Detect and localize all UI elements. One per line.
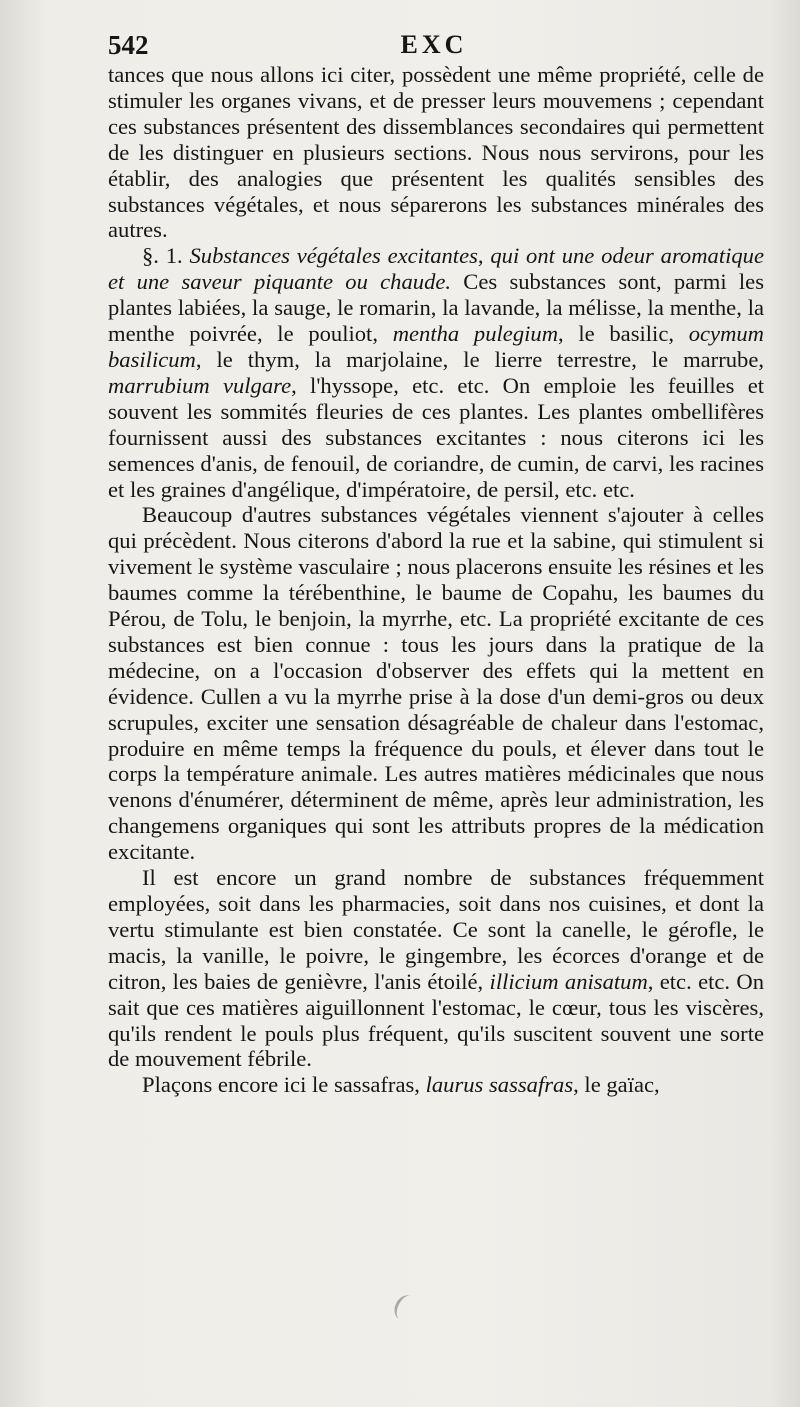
latin-name: marrubium vulgare	[108, 372, 292, 398]
latin-name: ocymum basilicum	[108, 321, 765, 372]
page-number: 542	[108, 30, 149, 60]
text-span: Plaçons encore ici le sassafras,	[142, 1072, 426, 1098]
text-span: , l'hyssope, etc. etc. On emploie les feuilles et souvent les sommités fleuries de ces plantes. Les plantes ombellifères fournissent aussi des substances excitantes : nous citerons ici les semences d'anis, de fenouil, de coriandre, de cumin, de carvi, les racines et les graines d'angélique, d'impératoire, de persil, etc. etc.	[108, 372, 764, 502]
text-span: tances que nous allons ici citer, possèdent une même propriété, celle de stimuler les organes vivans, et de presser leurs mouvemens ; cependant ces substances présentent des dissemblances secondaires qui permettent de les distinguer en plusieurs sections. Nous nous servirons, pour les établir, des analogies que présentent les qualités sensibles des substances végétales, et nous séparerons les substances minérales des autres.	[108, 62, 764, 243]
text-span: , le basilic,	[558, 321, 689, 347]
text-span: , etc. etc. On sait que ces matières aiguillonnent l'estomac, le cœur, tous les viscères, qu'ils rendent le pouls plus fréquent, qu'ils suscitent souvent une sorte de mouvement fébrile.	[108, 968, 764, 1072]
latin-name: mentha pulegium	[392, 321, 559, 347]
text-span: Beaucoup d'autres substances végétales viennent s'ajouter à celles qui précèdent. Nous citerons d'abord la rue et la sabine, qui stimulent si vivement le système vasculaire ; nous placerons ensuite les résines et les baumes comme la térébenthine, le baume de Copahu, les baumes du Pérou, de Tolu, le benjoin, la myrrhe, etc. La propriété excitante de ces substances est bien connue : tous les jours dans la pratique de la médecine, on a l'occasion d'observer des effets qui la mettent en évidence. Cullen a vu la myrrhe prise à la dose d'un demi-gros ou deux scrupules, exciter une sensation désagréable de chaleur dans l'estomac, produire en même temps la fréquence du pouls, et élever dans tout le corps la température animale. Les autres matières médicinales que nous venons d'énumérer, déterminent de même, après leur administration, les changemens organiques qui sont les attributs propres de la médication excitante.	[108, 502, 764, 865]
page-gutter-shadow	[770, 0, 800, 1407]
text-span: , le gaïac,	[573, 1072, 660, 1098]
latin-name: illicium anisatum	[489, 968, 648, 994]
paragraph-spices	[108, 865, 764, 1072]
paragraph-continued	[108, 62, 764, 243]
paragraph-sassafras	[108, 1072, 764, 1098]
section-number: §. 1.	[142, 243, 190, 269]
section-title: Substances végétales excitantes	[189, 243, 478, 269]
paragraph-section-1	[108, 243, 764, 502]
running-head: EXC	[400, 30, 468, 59]
text-span: Il est encore un grand nombre de substances fréquemment employées, soit dans les pharmacies, soit dans nos cuisines, et dont la vertu stimulante est bien constatée. Ce sont la canelle, le gérofle, le macis, la vanille, le poivre, le gingembre, les écorces d'orange et de citron, les baies de genièvre, l'anis étoilé,	[108, 865, 764, 994]
page-header	[108, 28, 760, 64]
text-span: Ces substances sont, parmi les plantes labiées, la sauge, le romarin, la lavande, la mélisse, la menthe, la menthe poivrée, le pouliot,	[108, 269, 764, 347]
text-span: ,	[477, 243, 491, 269]
paragraph-other-substances	[108, 502, 764, 865]
section-title-continued: qui ont une odeur aromatique et une saveur piquante ou chaude.	[108, 243, 764, 295]
ink-smudge	[390, 1292, 420, 1324]
text-span: , le thym, la marjolaine, le lierre terrestre, le marrube,	[195, 346, 764, 372]
body-text	[108, 62, 764, 1098]
latin-name: laurus sassafras	[425, 1072, 574, 1098]
